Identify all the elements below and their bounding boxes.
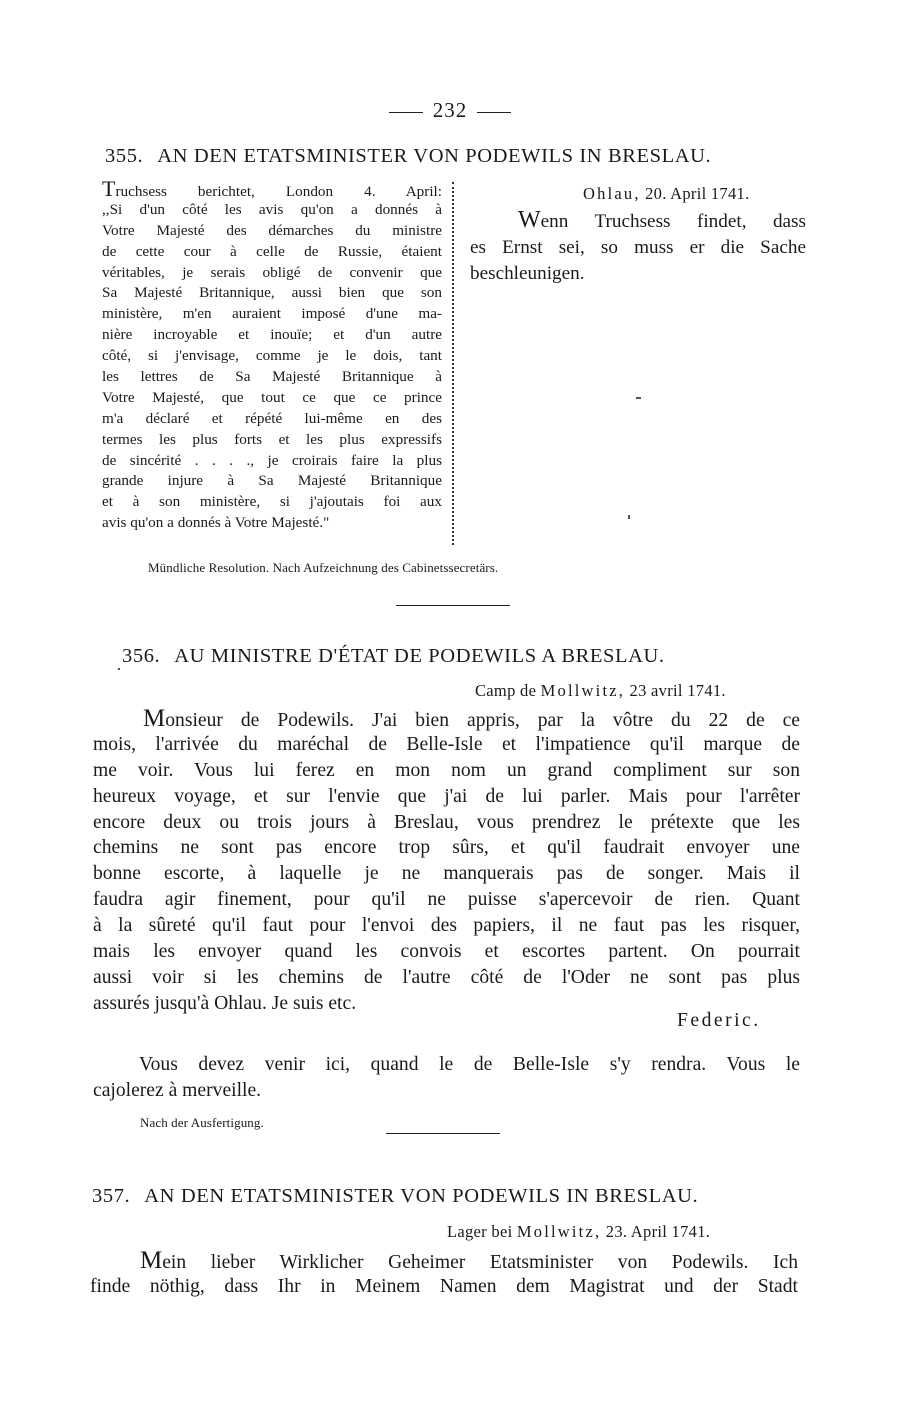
body-line: assurés jusqu'à Ohlau. Je suis etc. — [93, 992, 357, 1014]
doc-355-report-column — [102, 176, 442, 534]
report-line: avis qu'on a donnés à Votre Majesté." — [102, 514, 330, 532]
body-line: chemins ne sont pas encore trop sûrs, et qu'il faudrait envoyer une — [93, 837, 800, 859]
doc-356-source-note: Nach der Ausfertigung. — [140, 1115, 264, 1130]
body-line: faudra agir finement, pour qu'il ne puisse s'apercevoir de rien. Quant — [93, 889, 800, 911]
report-line: de sincérité . . . ., je croirais faire la plus — [102, 451, 442, 469]
report-line: nière incroyable et inouïe; et d'un autre — [102, 326, 442, 344]
report-line: de cette cour à celle de Russie, étaient — [102, 242, 442, 260]
scan-speck — [628, 515, 630, 519]
doc-357-dateline — [447, 1222, 710, 1242]
resolution-initial: W — [518, 207, 541, 233]
page-number — [0, 98, 900, 123]
doc-356-initial: M — [143, 705, 166, 732]
scan-speck — [118, 668, 120, 670]
report-line: Sa Majesté Britannique, aussi bien que son — [102, 284, 442, 302]
doc-357-title: AN DEN ETATSMINISTER VON PODEWILS IN BRESLAU. — [144, 1185, 699, 1207]
report-line: ministère, m'en auraient imposé d'une ma- — [102, 305, 442, 323]
doc-357-heading — [92, 1185, 698, 1208]
column-separator — [452, 182, 454, 545]
doc-355-number: 355. — [105, 145, 144, 167]
doc-355-date: 20. April 1741. — [645, 184, 750, 203]
doc-357-dateline-prefix: Lager bei — [447, 1222, 513, 1241]
postscript-line: cajolerez à merveille. — [93, 1079, 262, 1101]
body-line: heureux voyage, et sur l'envie que j'ai de lui parler. Mais pour l'arrêter — [93, 785, 800, 807]
resolution-line: Wenn Truchsess findet, dass — [518, 207, 806, 233]
report-line: et à son ministère, si j'ajoutais foi aux — [102, 493, 442, 511]
report-line: véritables, je serais obligé de convenir que — [102, 263, 442, 281]
report-line: les lettres de Sa Majesté Britannique à — [102, 368, 442, 386]
doc-356-date: 23 avril 1741. — [629, 681, 726, 700]
doc-356-heading — [122, 645, 665, 668]
body-line: encore deux ou trois jours à Breslau, vous prendrez le prétexte que les — [93, 811, 800, 833]
doc-356-number: 356. — [122, 645, 161, 667]
body-line: finde nöthig, dass Ihr in Meinem Namen dem Magistrat und der Stadt — [90, 1275, 798, 1297]
doc-356-body — [93, 706, 800, 1017]
doc-355-heading — [105, 145, 711, 168]
body-line: Monsieur de Podewils. J'ai bien appris, par la vôtre du 22 de ce — [143, 705, 800, 732]
report-line: m'a déclaré et répété lui-même en des — [102, 409, 442, 427]
report-line: Votre Majesté des démarches du ministre — [102, 221, 442, 239]
doc-356-dateline — [475, 681, 726, 701]
report-line: Votre Majesté, que tout ce que ce prince — [102, 388, 442, 406]
page-number-dash-left — [389, 112, 423, 113]
section-divider — [396, 605, 510, 606]
report-line: grande injure à Sa Majesté Britannique — [102, 472, 442, 490]
doc-357-initial: M — [140, 1247, 163, 1274]
body-line: mais les envoyer quand les convois et escortes partent. On pourrait — [93, 941, 800, 963]
doc-356-place: Mollwitz, — [540, 681, 626, 700]
postscript-line: Vous devez venir ici, quand le de Belle-Isle s'y rendra. Vous le — [139, 1054, 800, 1075]
doc-356-dateline-prefix: Camp de — [475, 681, 537, 700]
resolution-line: beschleunigen. — [470, 263, 585, 284]
report-line: côté, si j'envisage, comme je le dois, tant — [102, 347, 442, 365]
section-divider — [386, 1133, 500, 1134]
doc-357-number: 357. — [92, 1185, 131, 1207]
doc-357-date: 23. April 1741. — [605, 1222, 711, 1241]
doc-357-place: Mollwitz, — [516, 1222, 602, 1241]
report-line: termes les plus forts et les plus expressifs — [102, 430, 442, 448]
doc-356-title: AU MINISTRE D'ÉTAT DE PODEWILS A BRESLAU. — [174, 645, 665, 667]
doc-355-dateline — [583, 184, 750, 204]
doc-356-signature: Federic. — [677, 1010, 761, 1031]
resolution-line: es Ernst sei, so muss er die Sache — [470, 237, 806, 258]
scan-speck — [636, 397, 641, 399]
doc-355-place: Ohlau, — [583, 184, 641, 203]
report-line: ,,Si d'un côté les avis qu'on a donnés à — [102, 200, 442, 218]
body-line: bonne escorte, à laquelle je ne manquerais pas de songer. Mais il — [93, 863, 800, 885]
doc-355-source-note: Mündliche Resolution. Nach Aufzeichnung des Cabinetssecretärs. — [148, 560, 499, 575]
doc-356-postscript — [93, 1052, 800, 1104]
body-line: Mein lieber Wirklicher Geheimer Etatsminister von Podewils. Ich — [140, 1247, 798, 1274]
report-line: Truchsess berichtet, London 4. April: — [102, 176, 442, 201]
body-line: mois, l'arrivée du maréchal de Belle-Isle et l'impatience qu'il marque de — [93, 733, 800, 755]
page-number-dash-right — [477, 112, 511, 113]
body-line: aussi voir si les chemins de l'autre côté de l'Oder ne sont pas plus — [93, 966, 800, 988]
page-number-text: 232 — [432, 98, 468, 122]
report-initial: T — [102, 176, 116, 201]
body-line: me voir. Vous lui ferez en mon nom un grand compliment sur son — [93, 759, 800, 781]
doc-355-resolution-column — [470, 207, 806, 287]
doc-357-body — [90, 1248, 798, 1300]
body-line: à la sûreté qu'il faut pour l'envoi des papiers, il ne faut pas les risquer, — [93, 915, 800, 937]
doc-355-title: AN DEN ETATSMINISTER VON PODEWILS IN BRESLAU. — [157, 145, 712, 167]
